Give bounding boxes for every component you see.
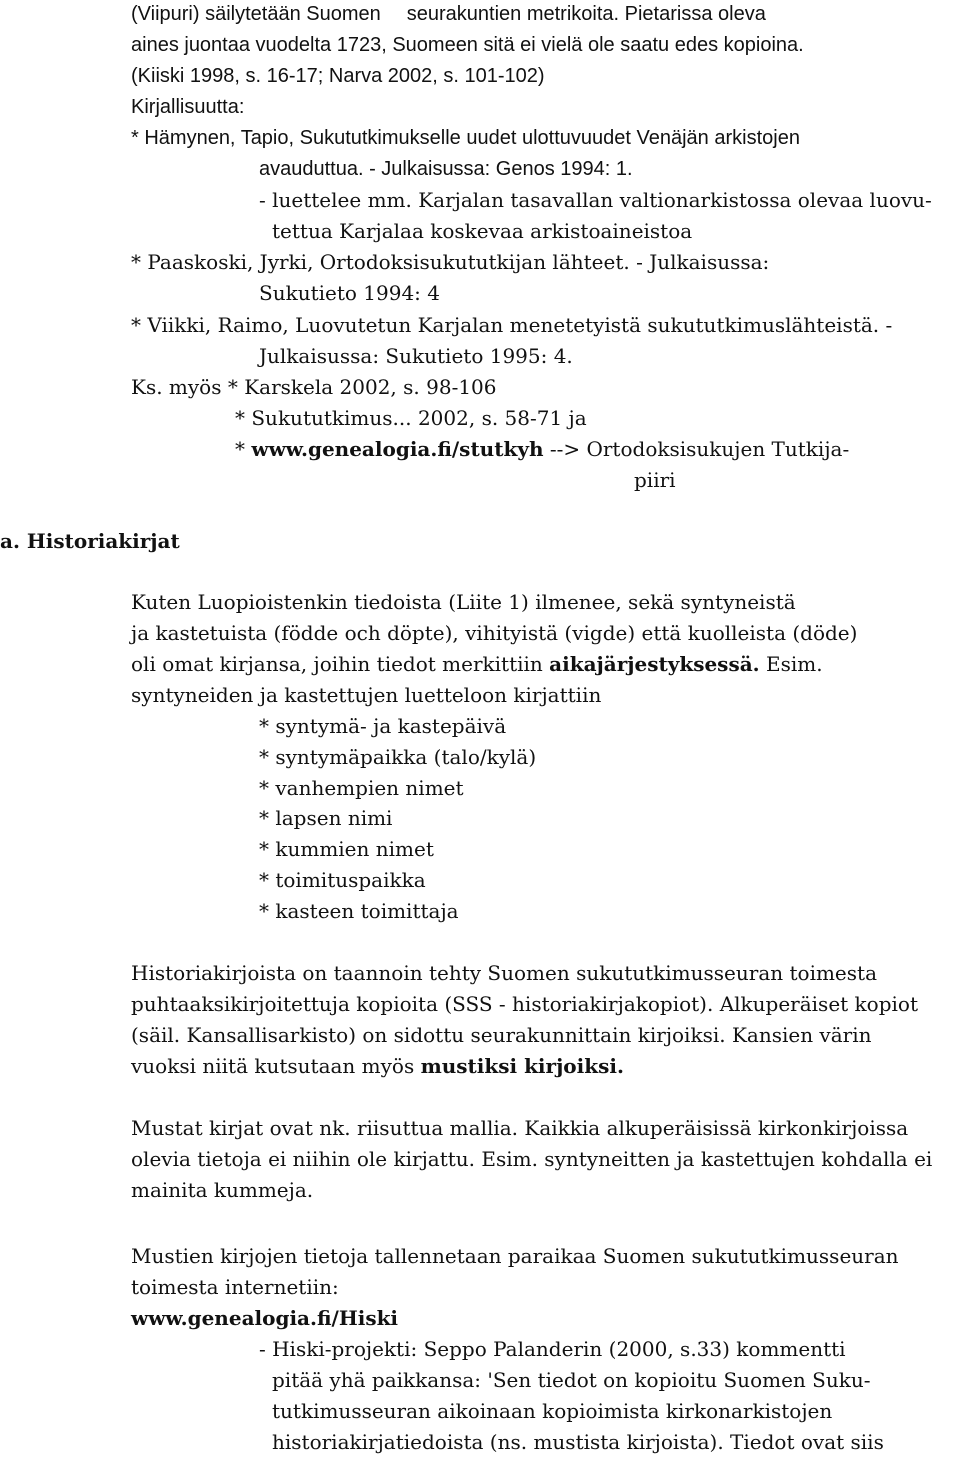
lit-note-2: tettua Karjalaa koskevaa arkistoaineistoa <box>272 219 693 243</box>
para1-bold-term: aikajärjestyksessä. <box>549 652 760 676</box>
list-item: * vanhempien nimet <box>259 776 464 800</box>
top-line-1 <box>131 2 766 26</box>
para4-line-3: - Hiski-projekti: Seppo Palanderin (2000, s.33) kommentti <box>259 1337 846 1361</box>
para1-line-3b: Esim. <box>765 652 823 676</box>
list-item: * syntymä- ja kastepäivä <box>259 714 507 738</box>
literature-heading: Kirjallisuutta: <box>131 96 245 118</box>
list-item: * syntymäpaikka (talo/kylä) <box>259 745 537 769</box>
para3-line-1: Mustat kirjat ovat nk. riisuttua mallia. Kaikkia alkuperäisissä kirkonkirjoissa <box>131 1116 909 1140</box>
see-also-sukututkimus: * Sukututkimus... 2002, s. 58-71 ja <box>235 406 587 430</box>
lit-item-paaskoski-cont: Sukutieto 1994: 4 <box>259 281 441 305</box>
top-line-1b: seurakuntien metrikoita. Pietarissa oleva <box>406 3 766 25</box>
para1-line-4: syntyneiden ja kastettujen luetteloon kirjattiin <box>131 683 602 707</box>
lit-note-1: - luettelee mm. Karjalan tasavallan valtionarkistossa olevaa luovu- <box>259 188 932 212</box>
lit-item-viikki-cont: Julkaisussa: Sukutieto 1995: 4. <box>259 344 573 368</box>
stutkyh-link[interactable]: www.genealogia.fi/stutkyh <box>251 437 544 461</box>
para4-line-4: pitää yhä paikkansa: 'Sen tiedot on kopioitu Suomen Suku- <box>272 1368 871 1392</box>
top-line-1a: (Viipuri) säilytetään Suomen <box>131 3 381 25</box>
para3-line-3: mainita kummeja. <box>131 1178 314 1202</box>
para4-line-2: toimesta internetiin: <box>131 1275 339 1299</box>
star-bullet: * <box>235 437 245 461</box>
top-line-2: aines juontaa vuodelta 1723, Suomeen sitä ei vielä ole saatu edes kopioina. <box>131 34 804 56</box>
lit-item-hamynen: * Hämynen, Tapio, Sukututkimukselle uudet ulottuvuudet Venäjän arkistojen <box>131 127 800 149</box>
para2-line-3: (säil. Kansallisarkisto) on sidottu seurakunnittain kirjoiksi. Kansien värin <box>131 1023 872 1047</box>
para4-line-6: historiakirjatiedoista (ns. mustista kirjoista). Tiedot ovat siis <box>272 1430 884 1454</box>
para3-line-2: olevia tietoja ei niihin ole kirjattu. Esim. syntyneitten ja kastettujen kohdalla ei <box>131 1147 933 1171</box>
para4-line-1: Mustien kirjojen tietoja tallennetaan paraikaa Suomen sukututkimusseuran <box>131 1244 899 1268</box>
list-item: * kummien nimet <box>259 837 434 861</box>
section-heading: a. Historiakirjat <box>0 529 180 553</box>
para1-line-1: Kuten Luopioistenkin tiedoista (Liite 1) ilmenee, sekä syntyneistä <box>131 590 796 614</box>
para4-line-5: tutkimusseuran aikoinaan kopioimista kirkonarkistojen <box>272 1399 833 1423</box>
para2-line-4a: vuoksi niitä kutsutaan myös <box>131 1054 415 1078</box>
para2-line-4 <box>131 1054 624 1078</box>
hiski-link[interactable]: www.genealogia.fi/Hiski <box>131 1306 399 1330</box>
list-item: * toimituspaikka <box>259 868 426 892</box>
para2-bold-term: mustiksi kirjoiksi. <box>420 1054 624 1078</box>
top-line-3: (Kiiski 1998, s. 16-17; Narva 2002, s. 101-102) <box>131 65 545 87</box>
para1-line-2: ja kastetuista (födde och döpte), vihityistä (vigde) että kuolleista (döde) <box>131 621 858 645</box>
web-line-cont: piiri <box>634 468 676 492</box>
lit-item-paaskoski: * Paaskoski, Jyrki, Ortodoksisukututkijan lähteet. - Julkaisussa: <box>131 250 770 274</box>
para2-line-1: Historiakirjoista on taannoin tehty Suomen sukututkimusseuran toimesta <box>131 961 877 985</box>
see-also-web-line <box>235 437 849 461</box>
web-line-rest: --> Ortodoksisukujen Tutkija- <box>549 437 850 461</box>
lit-item-viikki: * Viikki, Raimo, Luovutetun Karjalan menetetyistä sukututkimuslähteistä. - <box>131 313 893 337</box>
list-item: * lapsen nimi <box>259 806 393 830</box>
para1-line-3 <box>131 652 823 676</box>
lit-item-hamynen-cont: avauduttua. - Julkaisussa: Genos 1994: 1. <box>259 158 633 180</box>
para2-line-2: puhtaaksikirjoitettuja kopioita (SSS - historiakirjakopiot). Alkuperäiset kopiot <box>131 992 918 1016</box>
para1-line-3a: oli omat kirjansa, joihin tiedot merkittiin <box>131 652 543 676</box>
see-also-line: Ks. myös * Karskela 2002, s. 98-106 <box>131 375 497 399</box>
list-item: * kasteen toimittaja <box>259 899 459 923</box>
